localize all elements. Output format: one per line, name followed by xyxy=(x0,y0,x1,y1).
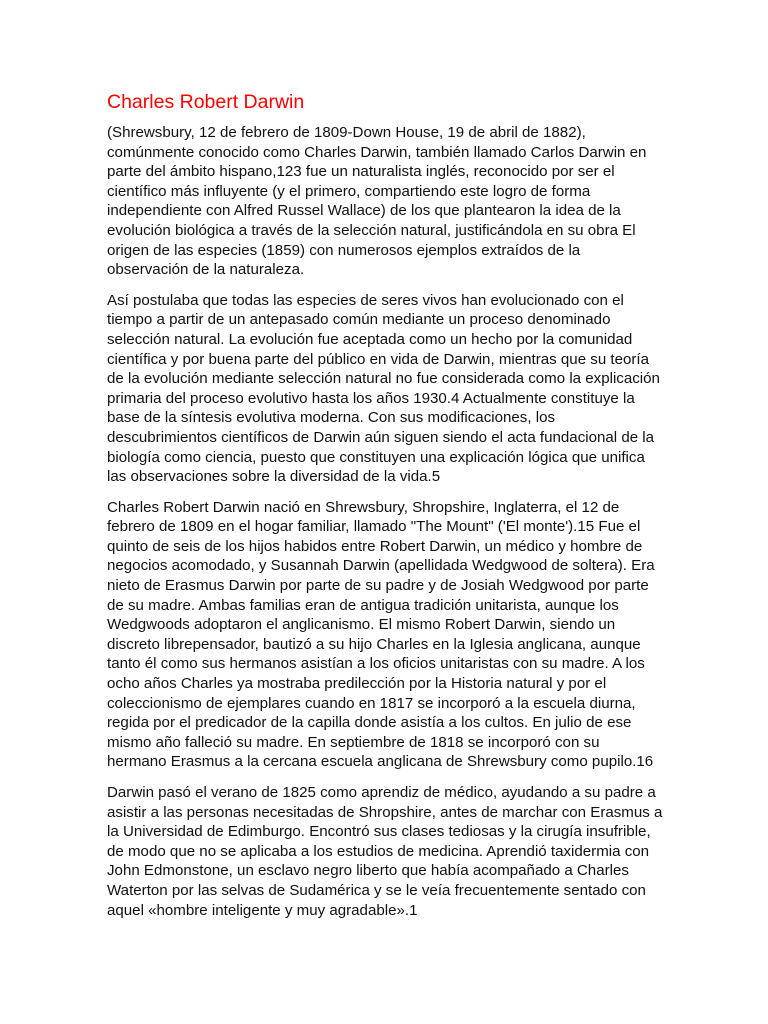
paragraph-3: Charles Robert Darwin nació en Shrewsbury, Shropshire, Inglaterra, el 12 de febrero de 1809 en el hogar familiar, llamado "The Mount" ('El monte').15 Fue el quinto de seis de los hijos habidos entre Robert Darwin, un médico y hombre de negocios acomodado, y Susannah Darwin (apellidada Wedgwood de soltera). Era nieto de Erasmus Darwin por parte de su padre y de Josiah Wedgwood por parte de su madre. Ambas familias eran de antigua tradición unitarista, aunque los Wedgwoods adoptaron el anglicanismo. El mismo Robert Darwin, siendo un discreto librepensador, bautizó a su hijo Charles en la Iglesia anglicana, aunque tanto él como sus hermanos asistían a los oficios unitaristas con su madre. A los ocho años Charles ya mostraba predilección por la Historia natural y por el coleccionismo de ejemplares cuando en 1817 se incorporó a la escuela diurna, regida por el predicador de la capilla donde asistía a los cultos. En julio de ese mismo año falleció su madre. En septiembre de 1818 se incorporó con su hermano Erasmus a la cercana escuela anglicana de Shrewsbury como pupilo.16 xyxy=(107,498,655,771)
document-title: Charles Robert Darwin xyxy=(107,91,305,113)
paragraph-4: Darwin pasó el verano de 1825 como aprendiz de médico, ayudando a su padre a asistir a las personas necesitadas de Shropshire, antes de marchar con Erasmus a la Universidad de Edimburgo. Encontró sus clases tediosas y la cirugía insufrible, de modo que no se aplicaba a los estudios de medicina. Aprendió taxidermia con John Edmonstone, un esclavo negro liberto que había acompañado a Charles Waterton por las selvas de Sudamérica y se le veía frecuentemente sentado con aquel «hombre inteligente y muy agradable».1 xyxy=(107,784,663,919)
paragraph-1: (Shrewsbury, 12 de febrero de 1809-Down House, 19 de abril de 1882), comúnmente conocido como Charles Darwin, también llamado Carlos Darwin en parte del ámbito hispano,123 fue un naturalista inglés, reconocido por ser el científico más influyente (y el primero, compartiendo este logro de forma independiente con Alfred Russel Wallace) de los que plantearon la idea de la evolución biológica a través de la selección natural, justificándola en su obra El origen de las especies (1859) con numerosos ejemplos extraídos de la observación de la naturaleza. xyxy=(107,124,647,279)
paragraph-2: Así postulaba que todas las especies de seres vivos han evolucionado con el tiempo a partir de un antepasado común mediante un proceso denominado selección natural. La evolución fue aceptada como un hecho por la comunidad científica y por buena parte del público en vida de Darwin, mientras que su teoría de la evolución mediante selección natural no fue considerada como la explicación primaria del proceso evolutivo hasta los años 1930.4 Actualmente constituye la base de la síntesis evolutiva moderna. Con sus modificaciones, los descubrimientos científicos de Darwin aún siguen siendo el acta fundacional de la biología como ciencia, puesto que constituyen una explicación lógica que unifica las observaciones sobre la diversidad de la vida.5 xyxy=(107,291,660,486)
document-body xyxy=(107,90,665,931)
